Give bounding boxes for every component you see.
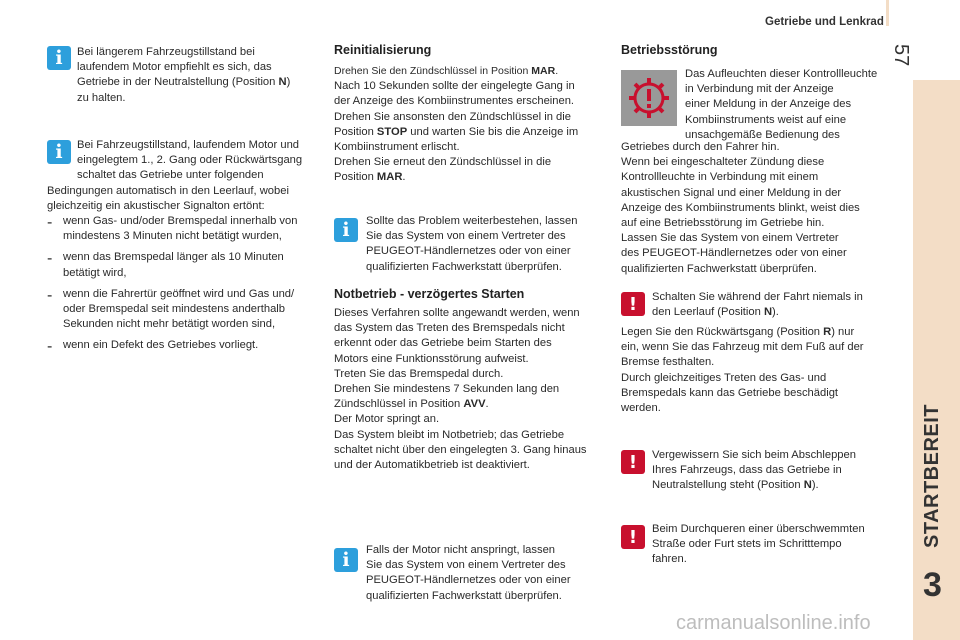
watermark: carmanualsonline.info (676, 612, 871, 634)
heading-reinitialisierung: Reinitialisierung (334, 43, 432, 57)
header-rule (886, 0, 889, 26)
list-item: - wenn ein Defekt des Getriebes vorliegt. (47, 338, 259, 356)
col3-intro: Das Aufleuchten dieser Kontrollleuchte in Verbindung mit der Anzeige einer Meldung in der Anzeige des Kombiinstruments weist auf eine unsachgemäße Bedienung des (685, 68, 878, 141)
col1-note1: Bei längerem Fahrzeugstillstand bei laufendem Motor empfiehlt es sich, das Getriebe in der Neutralstellung (Position N) zu halten. (77, 46, 291, 104)
col3-body: Getriebes durch den Fahrer hin. Wenn bei eingeschalteter Zündung diese Kontrollleuchte in Verbindung mit einem akustischen Signal und einer Meldung in der Anzeige des Kombiinstruments blinkt, weist dies auf eine Betriebsstörung im Getriebe hin. Lassen Sie das System von einem Vertreter des PEUGEOT-Händlernetzes oder von einer qualifizierten Fachwerkstatt überprüfen. (621, 141, 860, 275)
info-icon: i (47, 46, 71, 70)
chapter-number: 3 (923, 566, 942, 604)
info-icon: i (334, 218, 358, 242)
header-title: Getriebe und Lenkrad (765, 16, 884, 28)
warning-icon: ! (621, 292, 645, 316)
col3-warn1: Schalten Sie während der Fahrt niemals in den Leerlauf (Position N). (652, 291, 863, 319)
gear-warning-lamp-icon (621, 70, 677, 126)
col1-bullet-list (47, 214, 322, 356)
heading-betriebsstoerung: Betriebsstörung (621, 43, 718, 57)
col3-warn3: Beim Durchqueren einer überschwemmten Straße oder Furt stets im Schritttempo fahren. (652, 523, 865, 566)
col2-body1: Drehen Sie den Zündschlüssel in Position MAR. Nach 10 Sekunden sollte der eingelegte Gang in der Anzeige des Kombiinstrumentes erscheinen. Drehen Sie ansonsten den Zündschlüssel in die Position STOP und warten Sie bis die Anzeige im Kombiinstrument erlischt. Drehen Sie erneut den Zündschlüssel in die Position MAR. (334, 65, 579, 184)
info-icon: i (47, 140, 71, 164)
chapter-sidebar (913, 80, 960, 640)
col2-note2: Falls der Motor nicht anspringt, lassen Sie das System von einem Vertreter des PEUGEOT-Händlernetzes oder von einer qualifizierten Fachwerkstatt überprüfen. (366, 544, 571, 602)
col1-note2: Bei Fahrzeugstillstand, laufendem Motor und eingelegtem 1., 2. Gang oder Rückwärtsgang schaltet das Getriebe unter folgenden (77, 139, 303, 182)
col3-body2: Legen Sie den Rückwärtsgang (Position R) nur ein, wenn Sie das Fahrzeug mit dem Fuß auf der Bremse festhalten. Durch gleichzeitiges Treten des Gas- und Bremspedals kann das Getriebe beschädigt werden. (621, 326, 864, 415)
warning-icon: ! (621, 450, 645, 474)
col3-warn2: Vergewissern Sie sich beim Abschleppen Ihres Fahrzeugs, dass das Getriebe in Neutralstellung steht (Position N). (652, 449, 856, 492)
list-item: - wenn die Fahrertür geöffnet wird und Gas und/ oder Bremspedal seit mindestens anderthalb Sekunden nicht mehr betätigt worden sind, (47, 286, 295, 331)
col1-note2-cont: Bedingungen automatisch in den Leerlauf, wobei gleichzeitig ein akustischer Signalton ertönt: (47, 185, 289, 213)
col2-body2: Dieses Verfahren sollte angewandt werden, wenn das System das Treten des Bremspedals nicht erkennt oder das Getriebe beim Starten des Motors eine Funktionsstörung aufweist. Treten Sie das Bremspedal durch. Drehen Sie mindestens 7 Sekunden lang den Zündschlüssel in Position AVV. Der Motor springt an. Das System bleibt im Notbetrieb; das Getriebe schaltet nicht über den eingelegten 3. Gang hinaus und der Automatikbetrieb ist deaktiviert. (334, 307, 587, 472)
list-item: - wenn Gas- und/oder Bremspedal innerhalb von mindestens 3 Minuten nicht betätigt wurden, (47, 214, 298, 243)
warning-icon: ! (621, 525, 645, 549)
section-label: STARTBEREIT (921, 403, 943, 548)
page-number: 57 (890, 44, 912, 67)
col2-note1: Sollte das Problem weiterbestehen, lassen Sie das System von einem Vertreter des PEUGEOT-Händlernetzes oder von einer qualifizierten Fachwerkstatt überprüfen. (366, 215, 578, 273)
info-icon: i (334, 548, 358, 572)
heading-notbetrieb: Notbetrieb - verzögertes Starten (334, 287, 525, 301)
list-item: - wenn das Bremspedal länger als 10 Minuten betätigt wird, (47, 250, 284, 279)
